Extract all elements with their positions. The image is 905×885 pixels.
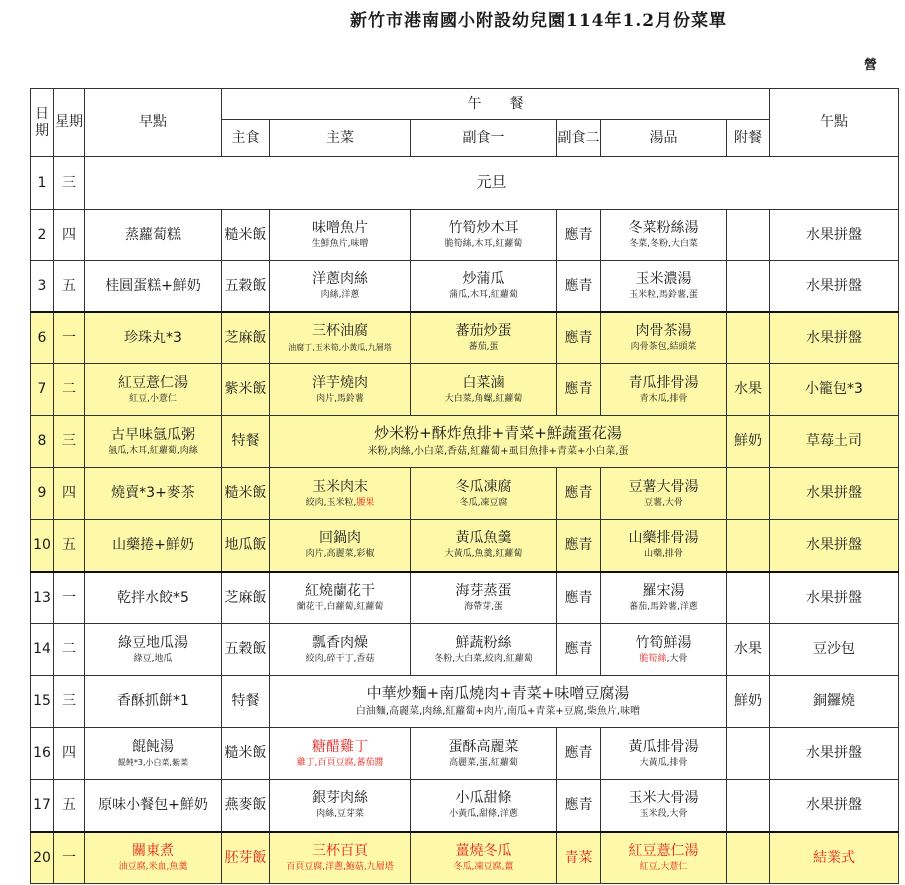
side1-ingredients: 冬瓜,凍豆腐,薑	[453, 861, 514, 872]
table-row	[31, 520, 899, 572]
row-extra	[727, 832, 770, 884]
row-breakfast: 燒賣*3+麥茶	[85, 468, 222, 520]
row-breakfast: 山藥捲+鮮奶	[85, 520, 222, 572]
row-soup	[601, 468, 727, 520]
header-main: 主菜	[270, 120, 411, 157]
row-breakfast	[85, 832, 222, 884]
main-ingredients	[270, 498, 410, 509]
row-snack: 小籠包*3	[770, 364, 899, 416]
row-breakfast	[85, 624, 222, 676]
row-side1	[411, 624, 557, 676]
side1-dish: 蛋酥高麗菜	[448, 738, 519, 755]
main-ingredients: 蘭花干,白蘿蔔,紅蘿蔔	[296, 601, 384, 612]
soup-ingredients	[601, 654, 726, 665]
main-ingredients: 雞丁,百頁豆腐,蕃茄醬	[296, 757, 384, 768]
breakfast-dish: 餛飩湯	[132, 739, 174, 756]
soup-ingredients-text: ,大骨	[666, 653, 688, 664]
row-extra: 水果	[727, 624, 770, 676]
row-breakfast: 原味小餐包+鮮奶	[85, 780, 222, 832]
soup-ingredients: 蕃茄,馬鈴薯,洋蔥	[629, 601, 698, 612]
side1-ingredients: 大白菜,角螺,紅蘿蔔	[444, 393, 523, 404]
row-breakfast: 香酥抓餅*1	[85, 676, 222, 728]
row-weekday: 三	[54, 416, 85, 468]
breakfast-ingredients: 氬瓜,木耳,紅蘿蔔,肉絲	[108, 445, 198, 456]
row-weekday: 二	[54, 364, 85, 416]
side1-dish: 冬瓜凍腐	[455, 478, 512, 495]
row-staple: 糙米飯	[222, 468, 270, 520]
table-row	[31, 468, 899, 520]
soup-dish: 黃瓜排骨湯	[628, 738, 699, 755]
row-weekday: 三	[54, 157, 85, 210]
row-date: 1	[31, 157, 54, 210]
row-snack: 水果拼盤	[770, 468, 899, 520]
main-dish: 銀芽肉絲	[312, 790, 368, 807]
row-side1	[411, 832, 557, 884]
row-side1	[411, 468, 557, 520]
table-row	[31, 312, 899, 364]
side1-ingredients: 高麗菜,蛋,紅蘿蔔	[449, 757, 518, 768]
row-staple: 糙米飯	[222, 210, 270, 261]
row-main	[270, 520, 411, 572]
breakfast-dish: 綠豆地瓜湯	[118, 634, 188, 651]
row-main	[270, 728, 411, 780]
row-breakfast: 珍珠丸*3	[85, 312, 222, 364]
row-main	[270, 832, 411, 884]
row-extra	[727, 210, 770, 261]
row-staple: 糙米飯	[222, 728, 270, 780]
header-weekday: 星期	[54, 89, 85, 157]
row-weekday: 一	[54, 832, 85, 884]
breakfast-ingredients: 綠豆,地瓜	[133, 653, 173, 664]
row-soup	[601, 728, 727, 780]
row-side2: 應青	[557, 312, 601, 364]
special-ingredients: 米粉,肉絲,小白菜,香菇,紅蘿蔔+虱目魚排+青菜+小白菜,蛋	[367, 445, 629, 457]
row-side2: 應青	[557, 572, 601, 624]
table-row	[31, 261, 899, 312]
soup-ingredients: 冬菜,冬粉,大白菜	[629, 239, 698, 250]
row-soup	[601, 210, 727, 261]
special-meal: 炒米粉+酥炸魚排+青菜+鮮蔬蛋花湯	[374, 424, 622, 443]
row-date: 15	[31, 676, 54, 728]
row-extra: 鮮奶	[727, 416, 770, 468]
breakfast-ingredients: 餛飩*3,小白菜,紫菜	[117, 758, 189, 768]
row-side1	[411, 780, 557, 832]
row-soup	[601, 364, 727, 416]
soup-ingredients: 肉骨茶包,結頭菜	[630, 341, 697, 352]
row-date: 16	[31, 728, 54, 780]
header-lunch: 午 餐	[222, 89, 770, 120]
row-side1	[411, 261, 557, 312]
row-side2: 應青	[557, 780, 601, 832]
row-extra	[727, 520, 770, 572]
row-side1	[411, 728, 557, 780]
breakfast-ingredients: 紅豆,小薏仁	[129, 393, 177, 404]
header-side1: 副食一	[411, 120, 557, 157]
row-soup	[601, 832, 727, 884]
header-extra: 附餐	[727, 120, 770, 157]
row-staple: 特餐	[222, 416, 270, 468]
row-snack: 水果拼盤	[770, 572, 899, 624]
soup-ingredients: 紅豆,大薏仁	[639, 861, 688, 872]
breakfast-dish: 關東煮	[132, 842, 174, 859]
row-side1	[411, 520, 557, 572]
table-row	[31, 210, 899, 261]
row-main	[270, 261, 411, 312]
side1-dish: 鮮蔬粉絲	[455, 634, 512, 651]
main-ingredients: 肉片,高麗菜,彩椒	[305, 549, 375, 560]
special-ingredients: 白油麵,高麗菜,肉絲,紅蘿蔔+肉片,南瓜+青菜+豆腐,柴魚片,味噌	[355, 705, 641, 717]
row-staple: 特餐	[222, 676, 270, 728]
header-breakfast: 早點	[85, 89, 222, 157]
row-weekday: 一	[54, 572, 85, 624]
soup-dish: 玉米大骨湯	[628, 790, 699, 807]
side1-dish: 竹筍炒木耳	[448, 220, 519, 237]
row-date: 3	[31, 261, 54, 312]
row-main	[270, 468, 411, 520]
row-side1	[411, 572, 557, 624]
row-staple: 五穀飯	[222, 261, 270, 312]
side1-ingredients: 大黃瓜,魚羹,紅蘿蔔	[444, 549, 523, 560]
soup-dish: 玉米濃湯	[635, 270, 692, 287]
row-extra	[727, 728, 770, 780]
row-snack: 水果拼盤	[770, 780, 899, 832]
table-row	[31, 157, 899, 210]
main-ingredients: 肉絲,豆芽菜	[316, 809, 364, 820]
soup-ingredients: 玉米粒,馬鈴薯,蛋	[629, 289, 698, 300]
side1-ingredients: 冬瓜,凍豆腐	[459, 497, 508, 508]
row-extra	[727, 572, 770, 624]
main-ingredients: 油腐丁,玉米筍,小黃瓜,九層塔	[288, 342, 392, 352]
row-staple: 五穀飯	[222, 624, 270, 676]
row-side2: 應青	[557, 468, 601, 520]
main-dish: 瓢香肉燥	[312, 634, 368, 651]
table-row	[31, 728, 899, 780]
soup-dish: 青瓜排骨湯	[628, 374, 699, 391]
header-staple: 主食	[222, 120, 270, 157]
row-weekday: 二	[54, 624, 85, 676]
row-weekday: 五	[54, 780, 85, 832]
row-side2: 應青	[557, 210, 601, 261]
row-main	[270, 572, 411, 624]
row-main	[270, 780, 411, 832]
row-date: 9	[31, 468, 54, 520]
row-special	[270, 676, 727, 728]
soup-ingredients: 豆薯,大骨	[644, 497, 683, 508]
row-staple: 紫米飯	[222, 364, 270, 416]
row-staple: 燕麥飯	[222, 780, 270, 832]
main-ingredients-text: 絞肉,玉米粒,	[305, 497, 357, 508]
side1-ingredients: 海帶芽,蛋	[464, 601, 503, 612]
side1-dish: 海芽蒸蛋	[455, 582, 512, 599]
side1-ingredients: 蕃茄,蛋	[468, 341, 499, 352]
soup-ingredients: 大黃瓜,排骨	[639, 757, 688, 768]
main-dish: 三杯百頁	[312, 842, 368, 859]
main-dish: 紅燒蘭花干	[305, 582, 375, 599]
row-staple: 胚芽飯	[222, 832, 270, 884]
menu-table	[30, 88, 899, 884]
row-side2: 應青	[557, 728, 601, 780]
row-date: 6	[31, 312, 54, 364]
row-main	[270, 312, 411, 364]
side1-dish: 蕃茄炒蛋	[455, 322, 512, 339]
side1-dish: 小瓜甜條	[455, 790, 512, 807]
row-snack: 結業式	[770, 832, 899, 884]
row-breakfast	[85, 416, 222, 468]
row-date: 2	[31, 210, 54, 261]
row-date: 10	[31, 520, 54, 572]
row-snack: 水果拼盤	[770, 520, 899, 572]
side1-ingredients: 蒲瓜,木耳,紅蘿蔔	[449, 289, 518, 300]
row-staple: 地瓜飯	[222, 520, 270, 572]
row-extra	[727, 468, 770, 520]
allergen-ingredient: 脆筍絲	[639, 653, 667, 664]
row-breakfast: 蒸蘿蔔糕	[85, 210, 222, 261]
soup-dish: 肉骨茶湯	[635, 322, 692, 339]
side1-ingredients: 冬粉,大白菜,絞肉,紅蘿蔔	[434, 653, 533, 664]
row-side1	[411, 364, 557, 416]
page-title: 新竹市港南國小附設幼兒園114年1.2月份菜單	[350, 11, 728, 31]
soup-dish: 豆薯大骨湯	[628, 478, 699, 495]
side1-dish: 薑燒冬瓜	[455, 842, 512, 859]
side1-ingredients: 小黃瓜,甜條,洋蔥	[449, 809, 518, 820]
row-special	[270, 416, 727, 468]
soup-ingredients: 玉米段,大骨	[639, 809, 688, 820]
row-soup	[601, 312, 727, 364]
main-dish: 洋芋燒肉	[312, 374, 368, 391]
breakfast-dish: 古早味氬瓜粥	[111, 426, 195, 443]
main-ingredients: 生鮮魚片,味噌	[311, 239, 369, 250]
row-weekday: 三	[54, 676, 85, 728]
soup-dish: 紅豆薏仁湯	[628, 842, 699, 859]
row-snack: 水果拼盤	[770, 261, 899, 312]
row-weekday: 四	[54, 210, 85, 261]
row-weekday: 一	[54, 312, 85, 364]
side1-dish: 炒蒲瓜	[462, 270, 505, 287]
main-dish: 玉米肉末	[312, 478, 368, 495]
row-snack: 豆沙包	[770, 624, 899, 676]
row-main	[270, 210, 411, 261]
row-side2: 青菜	[557, 832, 601, 884]
main-ingredients: 絞肉,碎干丁,香菇	[305, 653, 375, 664]
row-holiday: 元旦	[85, 157, 899, 210]
row-snack: 草莓土司	[770, 416, 899, 468]
row-extra	[727, 312, 770, 364]
row-side2: 應青	[557, 261, 601, 312]
side1-dish: 黃瓜魚羹	[455, 530, 512, 547]
main-dish: 回鍋肉	[319, 530, 361, 547]
row-soup	[601, 624, 727, 676]
table-row	[31, 780, 899, 832]
row-snack: 銅鑼燒	[770, 676, 899, 728]
table-row	[31, 364, 899, 416]
breakfast-dish: 紅豆薏仁湯	[118, 374, 188, 391]
row-date: 13	[31, 572, 54, 624]
allergen-ingredient: 腰果	[356, 497, 375, 508]
main-ingredients: 肉絲,洋蔥	[320, 289, 360, 300]
table-row	[31, 416, 899, 468]
soup-dish: 竹筍鮮湯	[635, 634, 692, 651]
soup-ingredients: 山藥,排骨	[644, 549, 683, 560]
row-date: 20	[31, 832, 54, 884]
row-side1	[411, 210, 557, 261]
row-extra: 水果	[727, 364, 770, 416]
header-date: 日期	[31, 89, 54, 157]
row-weekday: 五	[54, 520, 85, 572]
table-row	[31, 572, 899, 624]
soup-dish: 羅宋湯	[642, 582, 685, 599]
row-weekday: 四	[54, 728, 85, 780]
row-soup	[601, 520, 727, 572]
row-extra	[727, 780, 770, 832]
row-snack: 水果拼盤	[770, 728, 899, 780]
corner-text: 營	[864, 58, 878, 73]
row-breakfast: 乾拌水餃*5	[85, 572, 222, 624]
table-row	[31, 676, 899, 728]
row-main	[270, 624, 411, 676]
soup-dish: 山藥排骨湯	[628, 530, 699, 547]
row-main	[270, 364, 411, 416]
row-date: 8	[31, 416, 54, 468]
row-side2: 應青	[557, 364, 601, 416]
row-breakfast: 桂圓蛋糕+鮮奶	[85, 261, 222, 312]
side1-ingredients: 脆筍絲,木耳,紅蘿蔔	[444, 239, 523, 250]
row-side2: 應青	[557, 520, 601, 572]
row-date: 14	[31, 624, 54, 676]
header-side2: 副食二	[557, 120, 601, 157]
row-date: 7	[31, 364, 54, 416]
soup-dish: 冬菜粉絲湯	[628, 220, 699, 237]
row-soup	[601, 572, 727, 624]
header-soup: 湯品	[601, 120, 727, 157]
main-ingredients: 百頁豆腐,洋蔥,鮑菇,九層塔	[286, 861, 394, 872]
header-snack: 午點	[770, 89, 899, 157]
special-meal: 中華炒麵+南瓜燒肉+青菜+味噌豆腐湯	[366, 684, 630, 703]
main-ingredients: 肉片,馬鈴薯	[316, 393, 364, 404]
row-soup	[601, 780, 727, 832]
row-breakfast	[85, 364, 222, 416]
row-extra	[727, 261, 770, 312]
row-staple: 芝麻飯	[222, 572, 270, 624]
row-staple: 芝麻飯	[222, 312, 270, 364]
row-snack: 水果拼盤	[770, 210, 899, 261]
row-side2: 應青	[557, 624, 601, 676]
row-weekday: 四	[54, 468, 85, 520]
row-breakfast	[85, 728, 222, 780]
main-dish: 洋蔥肉絲	[312, 270, 368, 287]
soup-ingredients: 青木瓜,排骨	[639, 393, 688, 404]
main-dish: 三杯油腐	[312, 323, 368, 340]
row-soup	[601, 261, 727, 312]
main-dish: 糖醋雞丁	[312, 738, 368, 755]
row-extra: 鮮奶	[727, 676, 770, 728]
table-row	[31, 624, 899, 676]
breakfast-ingredients: 油豆腐,米血,魚羹	[118, 861, 188, 872]
row-snack: 水果拼盤	[770, 312, 899, 364]
row-weekday: 五	[54, 261, 85, 312]
table-row	[31, 832, 899, 884]
main-dish: 味噌魚片	[312, 220, 368, 237]
row-date: 17	[31, 780, 54, 832]
row-side1	[411, 312, 557, 364]
side1-dish: 白菜滷	[462, 374, 505, 391]
